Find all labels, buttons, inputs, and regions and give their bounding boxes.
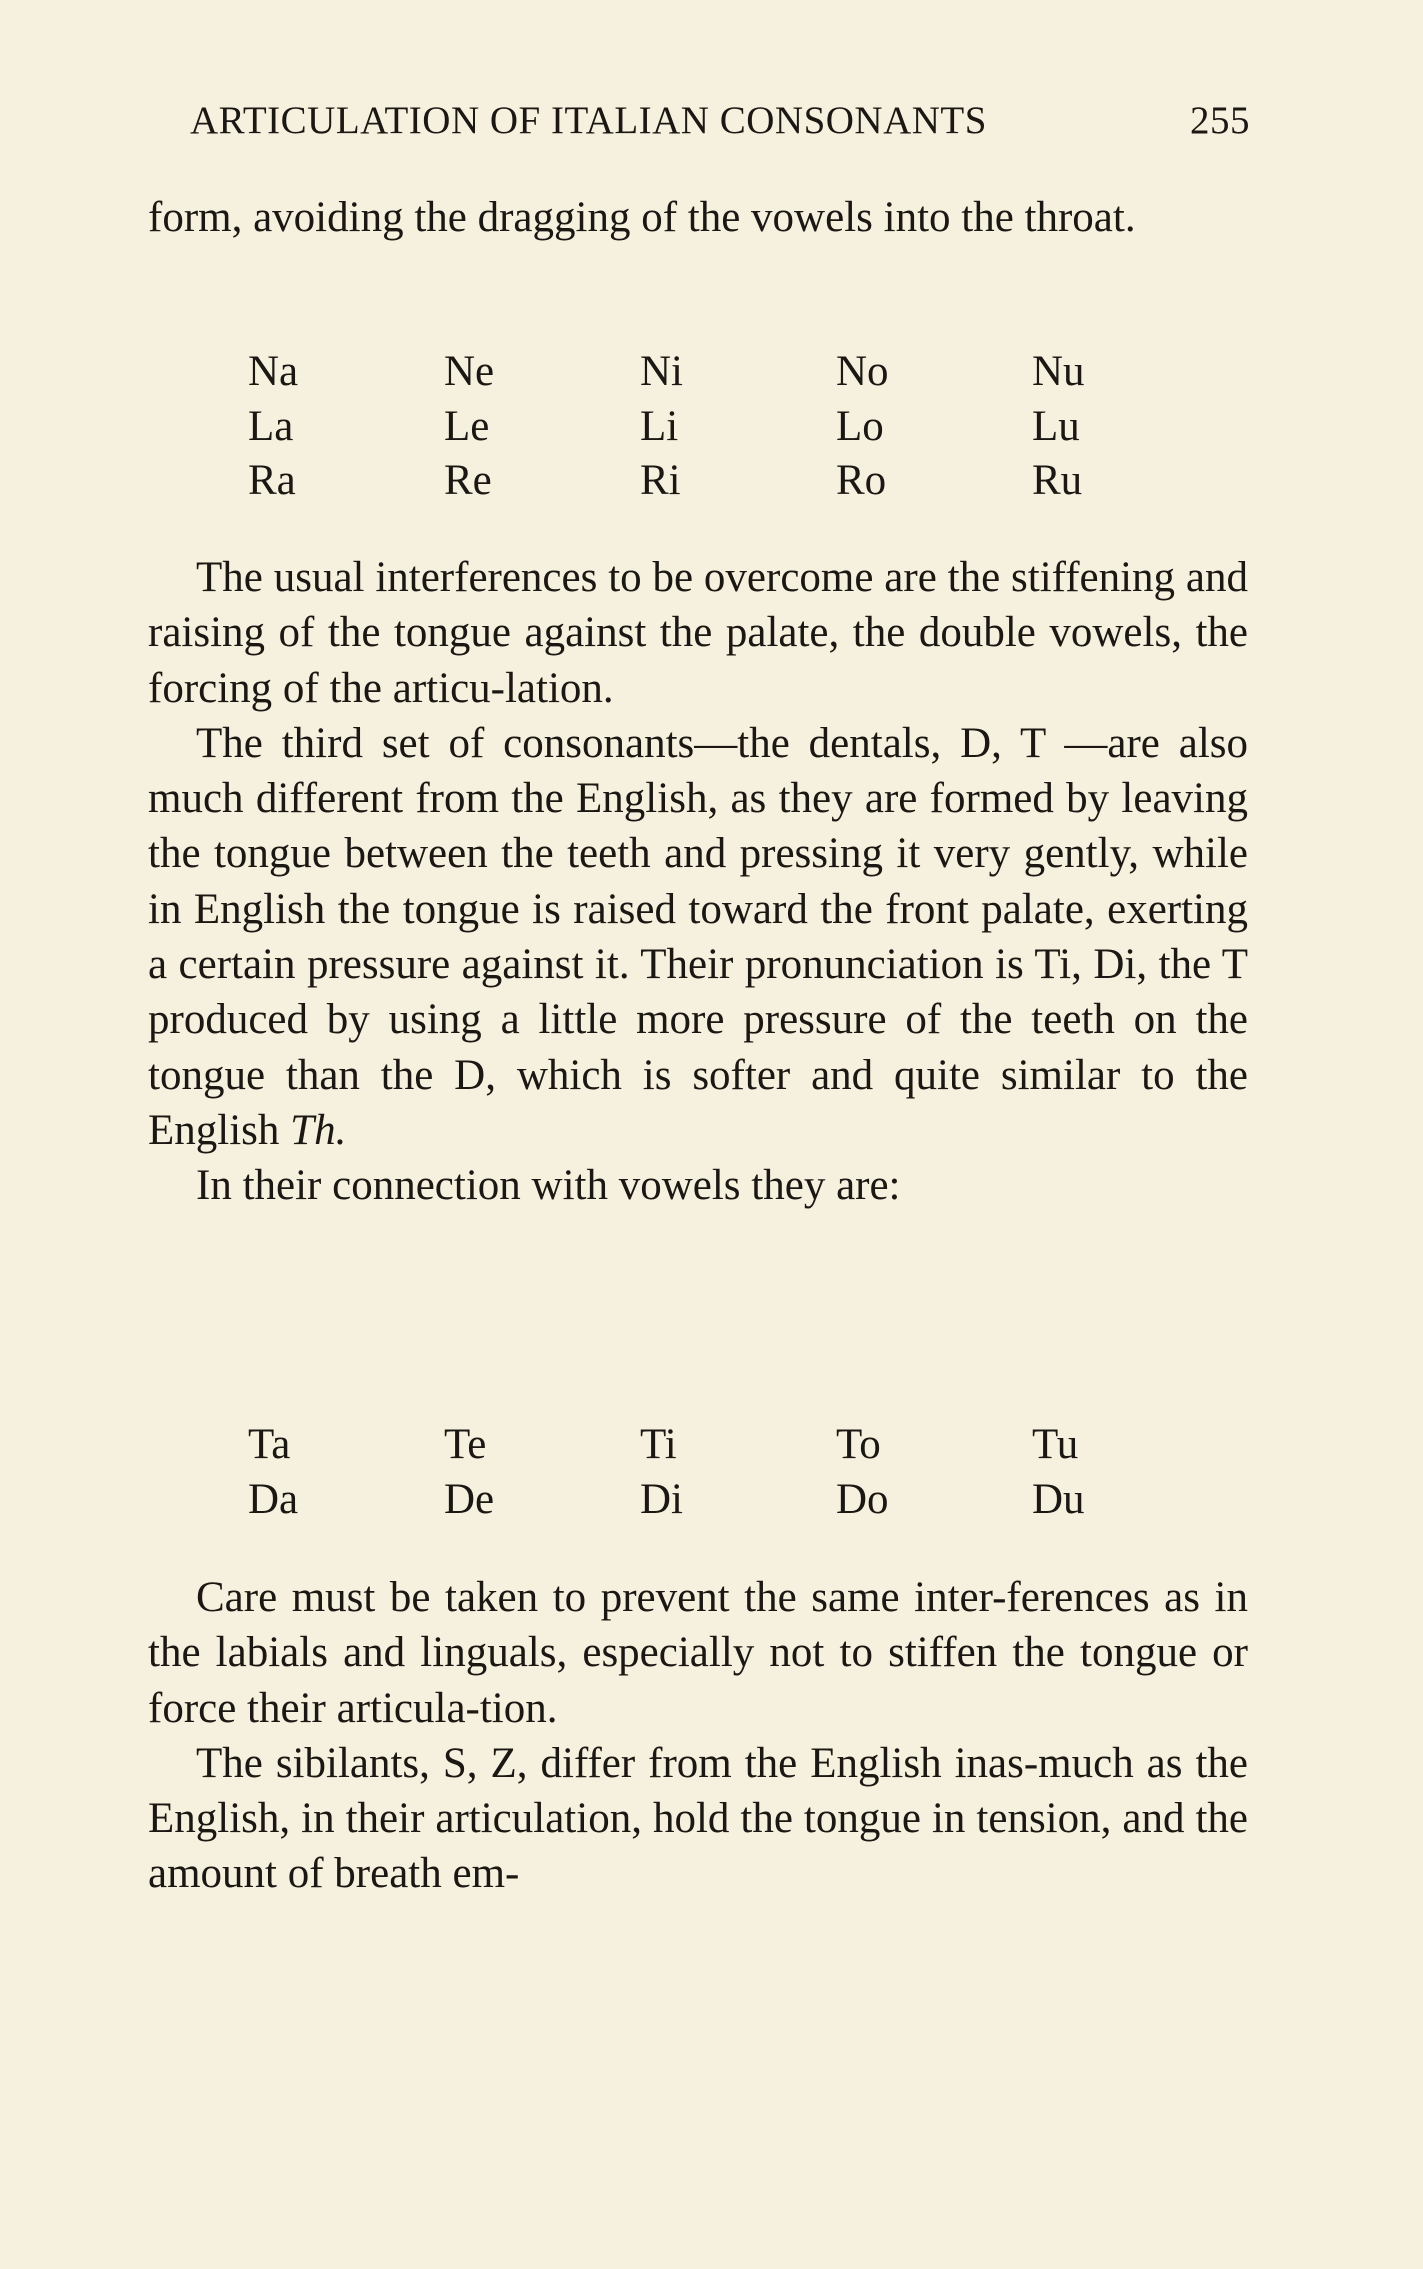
syllable: Da — [248, 1475, 299, 1523]
syllable: Ne — [444, 348, 495, 395]
paragraph: The sibilants, S, Z, differ from the English inas-much as the English, in their articulation, hold the tongue in tension, and the amount of breath em- — [148, 1739, 1248, 1898]
paragraph: Care must be taken to prevent the same inter-ferences as in the labials and linguals, especially not to stiffen the tongue or force their articula-tion. — [148, 1574, 1248, 1732]
syllable: Du — [1032, 1475, 1085, 1523]
running-title: ARTICULATION OF ITALIAN CONSONANTS — [190, 99, 987, 142]
syllable: Na — [248, 348, 299, 395]
syllable-table-2 — [248, 1418, 1228, 1527]
page-number: 255 — [1190, 99, 1250, 142]
syllable: Ru — [1032, 457, 1083, 504]
syllable: Lu — [1032, 402, 1080, 450]
syllable-row — [248, 400, 1228, 455]
syllable: Lo — [836, 402, 884, 450]
syllable-row — [248, 345, 1228, 400]
syllable: Te — [444, 1421, 487, 1468]
syllable: Nu — [1032, 348, 1085, 395]
syllable: Ro — [836, 457, 887, 504]
syllable: Tu — [1032, 1421, 1079, 1468]
syllable: To — [836, 1421, 881, 1468]
syllable: Li — [640, 402, 679, 450]
paragraph-text: The third set of consonants—the dentals, D, T —are also much different from the English, as they are formed by leaving the tongue between the teeth and pressing it very gently, while in English the tongue is raised toward the front palate, exerting a certain pressure against it. Their pronunciation is Ti, Di, the T produced by using a little more pressure of the teeth on the tongue than the D, which is softer and quite similar to the English — [148, 719, 1248, 1154]
italic-term: Th. — [290, 1106, 347, 1154]
syllable: La — [248, 402, 294, 450]
paragraph-continuation: form, avoiding the dragging of the vowels into the throat. — [148, 194, 1136, 241]
syllable: Do — [836, 1475, 889, 1523]
syllable: Di — [640, 1475, 683, 1523]
syllable: Ta — [248, 1421, 291, 1468]
syllable: Le — [444, 402, 490, 450]
syllable: Ti — [640, 1421, 677, 1468]
syllable-row — [248, 454, 1228, 509]
paragraph — [148, 716, 1248, 1158]
text-block-2 — [148, 550, 1248, 1214]
syllable-row — [248, 1418, 1228, 1473]
paragraph: In their connection with vowels they are: — [196, 1162, 901, 1210]
paragraph: The usual interferences to be overcome are the stiffening and raising of the tongue against the palate, the double vowels, the forcing of the articu-lation. — [148, 554, 1248, 712]
syllable: No — [836, 348, 889, 395]
text-block-3 — [148, 1570, 1248, 1902]
syllable: Re — [444, 457, 492, 504]
syllable-table-1 — [248, 345, 1228, 509]
syllable: Ni — [640, 348, 683, 395]
syllable: Ri — [640, 457, 681, 504]
syllable: De — [444, 1475, 495, 1523]
syllable: Ra — [248, 457, 296, 504]
running-head — [190, 98, 1250, 143]
text-block-1 — [148, 190, 1248, 245]
syllable-row — [248, 1473, 1228, 1528]
